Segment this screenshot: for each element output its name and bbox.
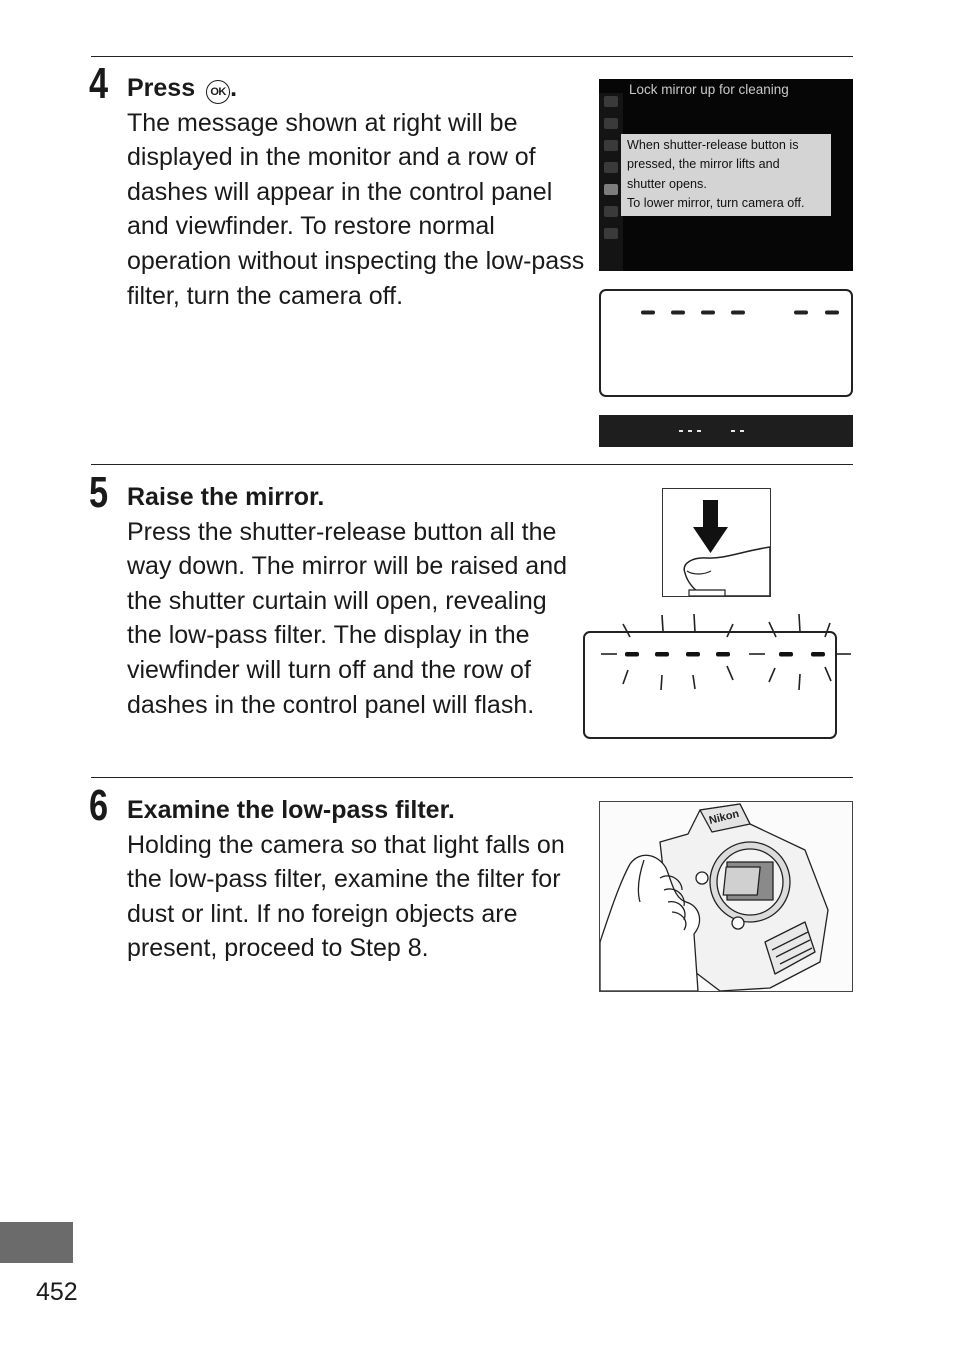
step-number: 4 xyxy=(89,59,109,108)
camera-icon xyxy=(600,802,852,991)
finger-press-icon xyxy=(663,489,770,596)
monitor-title: Lock mirror up for cleaning xyxy=(629,82,789,97)
step-number: 5 xyxy=(89,468,109,517)
dashes-icon xyxy=(601,291,851,395)
dialog-line: pressed, the mirror lifts and xyxy=(627,157,780,172)
step-body: The message shown at right will be displayed in the monitor and a row of dashes will appear in the control panel and viewfinder. To restore normal operation without inspecting the low-pass filter, turn the camera off. xyxy=(127,108,585,310)
viewfinder-dashes-icon xyxy=(599,415,853,447)
dialog-line: When shutter-release button is xyxy=(627,138,799,152)
setup-menu-icon xyxy=(604,184,618,195)
step-4 xyxy=(127,71,587,313)
playback-menu-icon xyxy=(604,96,618,107)
camera-inspection-illustration xyxy=(599,801,853,992)
step-6 xyxy=(127,793,587,966)
step-title xyxy=(127,71,587,106)
page-number: 452 xyxy=(36,1278,78,1306)
dialog-line: To lower mirror, turn camera off. xyxy=(627,196,805,211)
page-section-tab xyxy=(0,1222,73,1263)
camera-brand-label: Nikon xyxy=(707,807,741,827)
step-body: Holding the camera so that light falls on the low-pass filter, examine the filter for dust or lint. If no foreign objects are present, proceed to Step 8. xyxy=(127,830,565,963)
step-title-suffix: . xyxy=(230,74,238,102)
viewfinder-display xyxy=(599,415,853,447)
menu-sidebar xyxy=(599,93,623,271)
step-title-prefix: Press xyxy=(127,74,203,102)
step-5 xyxy=(127,480,587,722)
control-panel-illustration xyxy=(599,289,853,397)
step-body: Press the shutter-release button all the way down. The mirror will be raised and the shutter curtain will open, revealing the low-pass filter. The display in the viewfinder will turn off and the row of dashes in the control panel will flash. xyxy=(127,517,568,719)
movie-menu-icon xyxy=(604,140,618,151)
shutter-press-illustration xyxy=(662,488,771,597)
flashing-dashes-icon xyxy=(583,610,853,710)
monitor-dialog xyxy=(621,134,831,216)
step-title: Examine the low-pass filter. xyxy=(127,796,455,824)
dialog-line: shutter opens. xyxy=(627,176,707,191)
retouch-menu-icon xyxy=(604,206,618,217)
ok-button-icon: OK xyxy=(206,80,230,104)
my-menu-icon xyxy=(604,228,618,239)
step-number: 6 xyxy=(89,781,109,830)
custom-settings-icon xyxy=(604,162,618,173)
section-divider xyxy=(91,464,853,465)
section-divider xyxy=(91,56,853,57)
shooting-menu-icon xyxy=(604,118,618,129)
section-divider xyxy=(91,777,853,778)
step-title: Raise the mirror. xyxy=(127,483,325,511)
monitor-screenshot xyxy=(599,79,853,271)
